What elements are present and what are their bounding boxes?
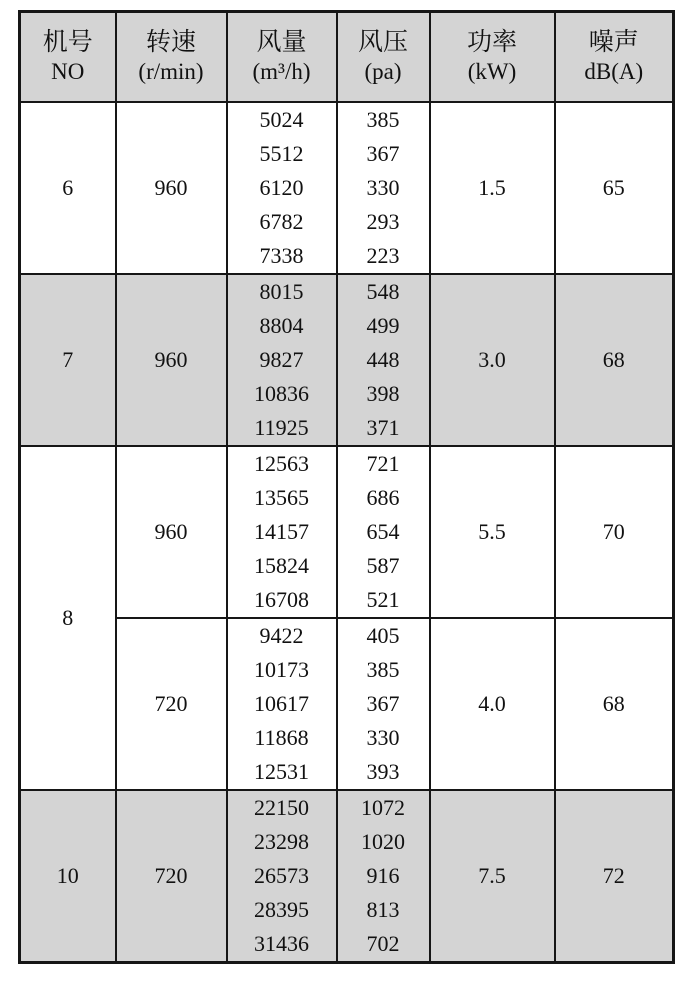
pressure-value: 385 bbox=[366, 657, 400, 682]
airflow-value: 14157 bbox=[254, 519, 309, 544]
column-header-no bbox=[20, 12, 116, 103]
table-row bbox=[20, 102, 674, 274]
fan-no-cell: 10 bbox=[20, 790, 116, 963]
pressure-value: 587 bbox=[366, 553, 400, 578]
table-row bbox=[20, 274, 674, 446]
column-header-pressure bbox=[337, 12, 430, 103]
airflow-cell bbox=[227, 274, 337, 446]
noise-cell: 72 bbox=[555, 790, 674, 963]
noise-cell: 68 bbox=[555, 274, 674, 446]
power-cell: 4.0 bbox=[430, 618, 555, 790]
pressure-value: 499 bbox=[366, 313, 400, 338]
header-pressure-cn: 风压 bbox=[357, 29, 408, 56]
noise-cell: 70 bbox=[555, 446, 674, 618]
header-row bbox=[20, 12, 674, 103]
power-cell: 3.0 bbox=[430, 274, 555, 446]
airflow-value: 7338 bbox=[259, 243, 304, 268]
pressure-value: 385 bbox=[366, 107, 400, 132]
header-no-unit: NO bbox=[51, 59, 85, 84]
airflow-value: 9827 bbox=[259, 347, 304, 372]
fan-no-cell: 6 bbox=[20, 102, 116, 274]
pressure-value: 405 bbox=[366, 623, 400, 648]
pressure-value: 548 bbox=[366, 279, 400, 304]
pressure-value: 371 bbox=[366, 415, 400, 440]
speed-cell: 720 bbox=[116, 618, 227, 790]
header-no-cn: 机号 bbox=[42, 29, 93, 56]
airflow-value: 9422 bbox=[259, 623, 304, 648]
airflow-value: 10617 bbox=[254, 691, 309, 716]
pressure-value: 1072 bbox=[361, 795, 405, 820]
pressure-cell bbox=[337, 446, 430, 618]
pressure-value: 293 bbox=[366, 209, 400, 234]
header-speed-cn: 转速 bbox=[145, 29, 196, 56]
power-cell: 1.5 bbox=[430, 102, 555, 274]
pressure-value: 330 bbox=[366, 175, 400, 200]
noise-cell: 68 bbox=[555, 618, 674, 790]
column-header-speed bbox=[116, 12, 227, 103]
pressure-value: 813 bbox=[366, 897, 400, 922]
pressure-cell bbox=[337, 274, 430, 446]
header-power-cn: 功率 bbox=[466, 29, 517, 56]
noise-cell: 65 bbox=[555, 102, 674, 274]
table-row bbox=[20, 446, 674, 618]
fan-no-cell: 8 bbox=[20, 446, 116, 790]
airflow-value: 13565 bbox=[254, 485, 309, 510]
header-airflow-cn: 风量 bbox=[256, 29, 307, 56]
pressure-cell bbox=[337, 790, 430, 963]
fan-no-cell: 7 bbox=[20, 274, 116, 446]
column-header-noise bbox=[555, 12, 674, 103]
pressure-value: 393 bbox=[366, 759, 400, 784]
pressure-value: 367 bbox=[366, 691, 400, 716]
airflow-value: 26573 bbox=[254, 863, 309, 888]
airflow-value: 28395 bbox=[254, 897, 309, 922]
pressure-value: 1020 bbox=[361, 829, 405, 854]
column-header-power bbox=[430, 12, 555, 103]
table-row bbox=[20, 618, 674, 790]
airflow-value: 11868 bbox=[254, 725, 309, 750]
airflow-value: 11925 bbox=[254, 415, 309, 440]
airflow-value: 6782 bbox=[259, 209, 304, 234]
pressure-value: 223 bbox=[366, 243, 400, 268]
pressure-value: 398 bbox=[366, 381, 400, 406]
airflow-value: 12563 bbox=[254, 451, 309, 476]
speed-cell: 960 bbox=[116, 446, 227, 618]
speed-cell: 720 bbox=[116, 790, 227, 963]
pressure-value: 448 bbox=[366, 347, 400, 372]
pressure-value: 702 bbox=[366, 931, 400, 956]
airflow-cell bbox=[227, 446, 337, 618]
airflow-cell bbox=[227, 790, 337, 963]
airflow-value: 8015 bbox=[259, 279, 304, 304]
column-header-airflow bbox=[227, 12, 337, 103]
pressure-cell bbox=[337, 102, 430, 274]
header-noise-cn: 噪声 bbox=[588, 29, 639, 56]
pressure-value: 521 bbox=[366, 587, 400, 612]
pressure-cell bbox=[337, 618, 430, 790]
airflow-value: 23298 bbox=[254, 829, 309, 854]
airflow-value: 12531 bbox=[254, 759, 309, 784]
power-cell: 5.5 bbox=[430, 446, 555, 618]
fan-spec-table-container bbox=[18, 10, 675, 964]
airflow-value: 8804 bbox=[259, 313, 304, 338]
pressure-value: 916 bbox=[366, 863, 400, 888]
speed-cell: 960 bbox=[116, 274, 227, 446]
pressure-value: 686 bbox=[366, 485, 400, 510]
airflow-value: 10173 bbox=[254, 657, 309, 682]
pressure-value: 330 bbox=[366, 725, 400, 750]
pressure-value: 367 bbox=[366, 141, 400, 166]
table-row bbox=[20, 790, 674, 963]
header-pressure-unit: (pa) bbox=[364, 59, 402, 84]
pressure-value: 721 bbox=[366, 451, 400, 476]
header-noise-unit: dB(A) bbox=[584, 59, 644, 84]
pressure-value: 654 bbox=[366, 519, 400, 544]
header-power-unit: (kW) bbox=[467, 59, 517, 84]
header-airflow-unit: (m³/h) bbox=[252, 59, 311, 84]
header-speed-unit: (r/min) bbox=[138, 59, 204, 84]
fan-spec-table bbox=[18, 10, 675, 964]
airflow-value: 5024 bbox=[259, 107, 304, 132]
airflow-value: 31436 bbox=[254, 931, 309, 956]
airflow-cell bbox=[227, 102, 337, 274]
airflow-value: 5512 bbox=[259, 141, 304, 166]
power-cell: 7.5 bbox=[430, 790, 555, 963]
airflow-value: 15824 bbox=[254, 553, 309, 578]
airflow-value: 10836 bbox=[254, 381, 309, 406]
airflow-value: 22150 bbox=[254, 795, 309, 820]
airflow-value: 16708 bbox=[254, 587, 309, 612]
airflow-cell bbox=[227, 618, 337, 790]
airflow-value: 6120 bbox=[259, 175, 304, 200]
speed-cell: 960 bbox=[116, 102, 227, 274]
